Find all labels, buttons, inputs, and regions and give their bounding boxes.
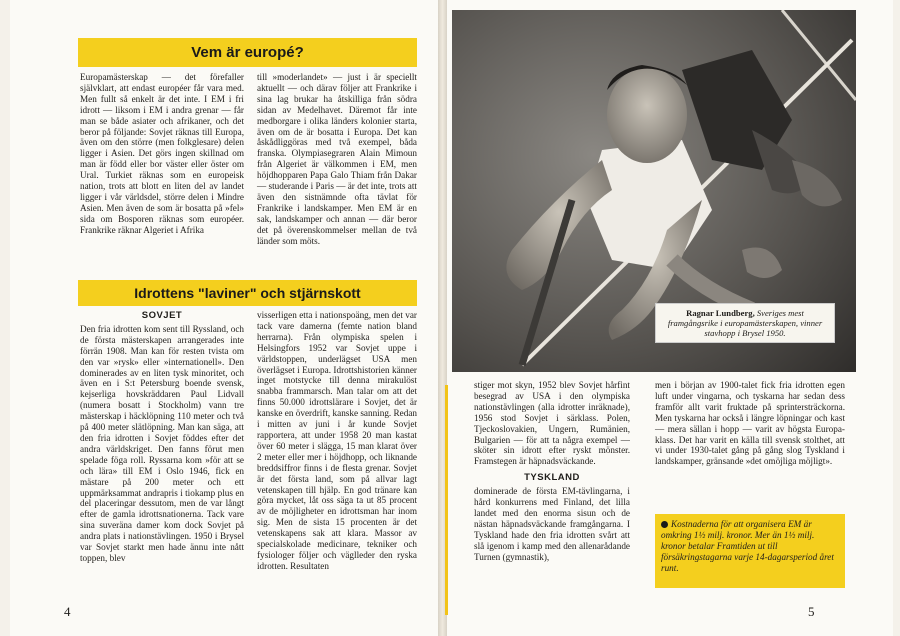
heading-vem-ar-europe: Vem är europé? — [78, 38, 417, 67]
article-column-5 — [474, 380, 630, 563]
heading-idrottens-laviner: Idrottens "laviner" och stjärnskott — [78, 280, 417, 306]
column-1-text: Europamästerskap — det förefaller självklart, att endast européer får vara med. Men fullt så enkelt är det inte. I EM i fri idrott — liksom i EM i andra grenar — får man se både asiater och afrikaner, och det beror på följande: Sovjet räknas till Europa, även om den större (men folkglesare) delen ligger i Asien. Det görs ingen skillnad om man är född eller bor väster eller öster om Ural. Turkiet räknas som en europeisk nation, trots att blott en liten del av landet ligger i vår världsdel, större delen i Mindre Asien. Men även de som är bosatta på »fel» sida om Bosporen räknas som européer. Frankrike räknar Algeriet i Afrika — [80, 72, 244, 235]
page-number-left: 4 — [64, 604, 71, 619]
article-column-3 — [80, 310, 244, 564]
article-column-2 — [257, 72, 417, 247]
column-3-text: Den fria idrotten kom sent till Ryssland, och de första mästerskapen arrangerades inte förrän 1908. Man kan för resten tvista om den var »rysk» eller »internationell». Den dominerades av en liten tysk minoritet, och även en i S:t Petersburg boende svensk, kejserliga hovskräddaren Paul Lidvall (numera bosatt i Stockholm) vann tre mästerskap i häcklöpning 110 meter och två på 400 meter slätlöpning. Man kan säga, att den fria idrotten i Sovjet föddes efter det andra världskriget. Den fanns förut men spelade föga roll. Ryssarna kom »för att se och lära» till EM i Oslo 1946, fick en mästare på 200 meter och ett uppmärksammat andrapris i tiokamp plus en del placeringar dessutom, men de var långt efter de gamla idrottsnationerna. Tack vare sina suveräna damer kom dock Sovjet på andra plats i nationstävlingen. 1950 i Brysel var Sovjet starkt men hade ännu inte nått toppen, blev — [80, 323, 244, 563]
column-4-text: visserligen etta i nationspoäng, men det var tack vare damerna (femte nation bland herrarna). Från olympiska spelen i Helsingfors 1952 var Sovjet uppe i världstoppen, underlägset USA men överlägset i Europa. Idrottshistorien känner inget motstycke till denna mirakulöst snabba frammarsch. Man talar om att det finns 50.000 idrottslärare i Sovjet, det är kanske en överdrift, kanske sanning. Redan i mitten av juni i år kunde Sovjet rapportera, att under 1958 20 man kastat över 60 meter i slägga, 15 man klarat över 2 meter eller mer i höjdhopp, och liknande breddsiffror finns i de flesta grenar. Sovjet är det första land, som på allvar lagt vetenskapen till hjälp. En god tränare kan göra mycket, låt oss säga ta ut 85 procent av de möjligheter en idrottsman har inom sig. Men de sista 15 procenten är det vetenskapens sak att klara. Massor av specialskolade medicinare, tekniker och fysiologer följer och väglleder den ryska idrotten. Resultaten — [257, 310, 417, 571]
bullet-icon — [661, 521, 668, 528]
caption-name: Ragnar Lundberg, — [686, 308, 755, 318]
section-heading-tyskland: TYSKLAND — [524, 472, 580, 484]
cost-note-text: Kostnaderna för att organisera EM är omkring 1½ milj. kronor. Mer än 1½ milj. kronor betalar Framtiden ut till försäkringstagarna varje 14-dagarsperiod året runt. — [661, 519, 834, 573]
cost-note-box — [655, 514, 845, 588]
article-column-6 — [655, 380, 845, 467]
column-5-bottom-text: dominerade de första EM-tävlingarna, i hård konkurrens med Finland, det lilla landet med den enorma sisun och de nästan häpnadsväckande framgångarna. I Tyskland hade den fria idrotten svårt att slå igenom i kamp med den allenarådande Turnen (gymnastik), — [474, 486, 630, 562]
page-number-right: 5 — [808, 604, 815, 619]
article-column-1 — [80, 72, 244, 236]
photo-caption — [655, 303, 835, 343]
column-6-text: men i början av 1900-talet fick fria idrotten egen luft under vingarna, och tyskarna har sedan dess framför allt varit fruktade på sprintersträckorna. Men tyskarna har också i längre löpningar och kast — mera sällan i hopp — varit av högsta Europa-klass. Det har varit en källa till svensk stolthet, att vi under 1930-talet gång på gång slog Tyskland i landskamper, gränsande »det omöjliga möjligt». — [655, 380, 845, 467]
caption-text: Sveriges mest framgångsrike i europamästerskapen, vinner stavhopp i Brysel 1950. — [667, 308, 823, 338]
column-5-top-text: stiger mot skyn, 1952 blev Sovjet hårfint besegrad av USA i den olympiska nationstävlingen (alla idrotter inräknade), 1956 stod Sovjet i särklass. Polen, Tjeckoslovakien, Ungern, Rumänien, Bulgarien — för att ta några exempel — sköter sin idrott efter ryskt mönster. Framstegen är häpnadsväckande. — [474, 380, 630, 467]
article-column-4 — [257, 310, 417, 572]
section-heading-sovjet: SOVJET — [141, 310, 183, 321]
column-2-text: till »moderlandet» — just i är speciellt aktuellt — och därav följer att Frankrike i sina lag brukar ha åtskilliga från södra sidan av Medelhavet. Däremot får inte medborgare i olika länders kolonier starta, även om de är bosatta i Europa. Det kan åskådliggöras med två exempel, båda franska. Olympiasegraren Alain Mimoun från Algeriet är välkommen i EM, men höjdhopparen Papa Galo Thiam från Dakar — studerande i Paris — är det inte, trots att även den sistnämnde ofta tävlat för Frankrike i landskamper. Men EM är en sak, landskamper och annan — där beror det på överenskommelser mellan de två länder som möts. — [257, 72, 417, 246]
yellow-edge-bar — [445, 385, 448, 615]
